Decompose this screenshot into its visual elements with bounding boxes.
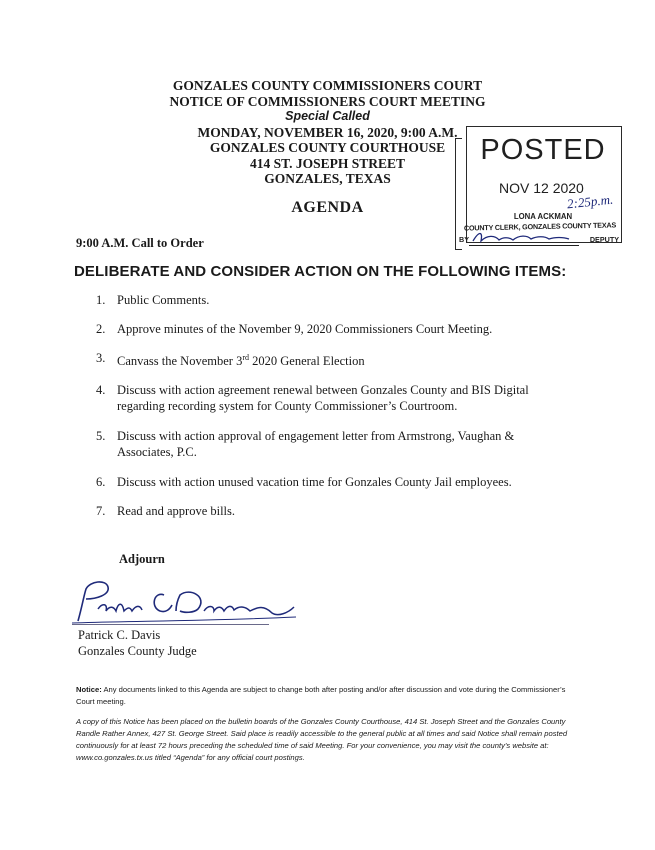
stamp-bracket (455, 138, 462, 250)
meeting-venue: GONZALES COUNTY COURTHOUSE (209, 140, 446, 155)
agenda-item (96, 428, 566, 460)
stamp-date: NOV 12 2020 (499, 180, 584, 196)
special-called-label: Special Called (285, 109, 370, 123)
item-number: 6. (96, 475, 106, 490)
signature-line (72, 624, 269, 625)
call-to-order: 9:00 A.M. Call to Order (76, 236, 204, 250)
item-text: Read and approve bills. (117, 504, 236, 519)
stamp-clerk-name: LONA ACKMAN (513, 212, 573, 221)
stamp-posted-text: POSTED (480, 134, 606, 166)
item-text: Public Comments. (117, 293, 210, 307)
notice-text: Any documents linked to this Agenda are subject to change both after posting and/or after discussion and vote during the Commissioner’s Court meeting. (76, 685, 566, 706)
agenda-item (96, 350, 566, 369)
stamp-clerk-title: COUNTY CLERK, GONZALES COUNTY TEXAS (463, 220, 617, 233)
stamp-deputy-label: DEPUTY (589, 235, 619, 244)
item-text: Discuss with action agreement renewal between Gonzales County and BIS Digital regarding recording system for County Commissioner’s Courtroom. (117, 383, 529, 414)
item-text-before: Canvass the November 3 (117, 354, 243, 369)
stamp-by-label: BY (459, 235, 469, 244)
agenda-item (96, 474, 566, 490)
deputy-signature-icon (469, 229, 581, 245)
signer-title: Gonzales County Judge (78, 644, 197, 658)
notice-paragraph (76, 684, 576, 708)
venue-street: 414 ST. JOSEPH STREET (249, 155, 406, 171)
item-superscript: rd (242, 353, 249, 362)
item-number: 5. (96, 429, 106, 444)
agenda-item (96, 321, 566, 337)
item-number: 4. (96, 383, 106, 398)
agenda-items-list (96, 292, 566, 519)
item-number: 1. (96, 293, 106, 307)
court-name: GONZALES COUNTY COMMISSIONERS COURT (172, 78, 483, 93)
item-number: 2. (96, 322, 106, 336)
signer-name: Patrick C. Davis (78, 628, 161, 642)
signer-block (78, 627, 197, 659)
item-text: Discuss with action unused vacation time for Gonzales County Jail employees. (117, 475, 512, 490)
meeting-date: MONDAY, NOVEMBER 16, 2020, 9:00 A.M. (197, 124, 458, 140)
adjourn-label: Adjourn (119, 552, 165, 566)
notice-label: Notice: (76, 685, 102, 694)
venue-city: GONZALES, TEXAS (264, 171, 391, 186)
item-number: 3. (96, 351, 106, 365)
stamp-signature-line (469, 245, 579, 246)
items-section-heading: DELIBERATE AND CONSIDER ACTION ON THE FOLLOWING ITEMS: (74, 263, 567, 280)
item-text: Discuss with action approval of engagement letter from Armstrong, Vaughan & Associates, P.C. (117, 429, 515, 460)
agenda-item (96, 382, 566, 414)
agenda-title: AGENDA (291, 199, 364, 216)
stamp-handwritten-time: 2:25p.m. (566, 191, 614, 212)
judge-signature-icon (68, 577, 300, 627)
agenda-item (96, 292, 566, 308)
notice-title: NOTICE OF COMMISSIONERS COURT MEETING (169, 93, 486, 109)
agenda-item (96, 503, 566, 519)
item-text-after: 2020 General Election (249, 354, 365, 369)
posted-stamp (455, 126, 621, 256)
copy-notice-paragraph: A copy of this Notice has been placed on the bulletin boards of the Gonzales County Courthouse, 414 St. Joseph Street and the Gonzales County Randle Rather Annex, 427 St. George Street. Said place is readily accessible to the general public at all times and said Notice shall remain posted continuously for at least 72 hours preceding the scheduled time of said Meeting. For your convenience, you may visit the county’s website at: www.co.gonzales.tx.us titled “Agenda” for any official court postings. (76, 717, 568, 762)
item-text: Approve minutes of the November 9, 2020 Commissioners Court Meeting. (117, 322, 493, 336)
item-number: 7. (96, 504, 106, 519)
